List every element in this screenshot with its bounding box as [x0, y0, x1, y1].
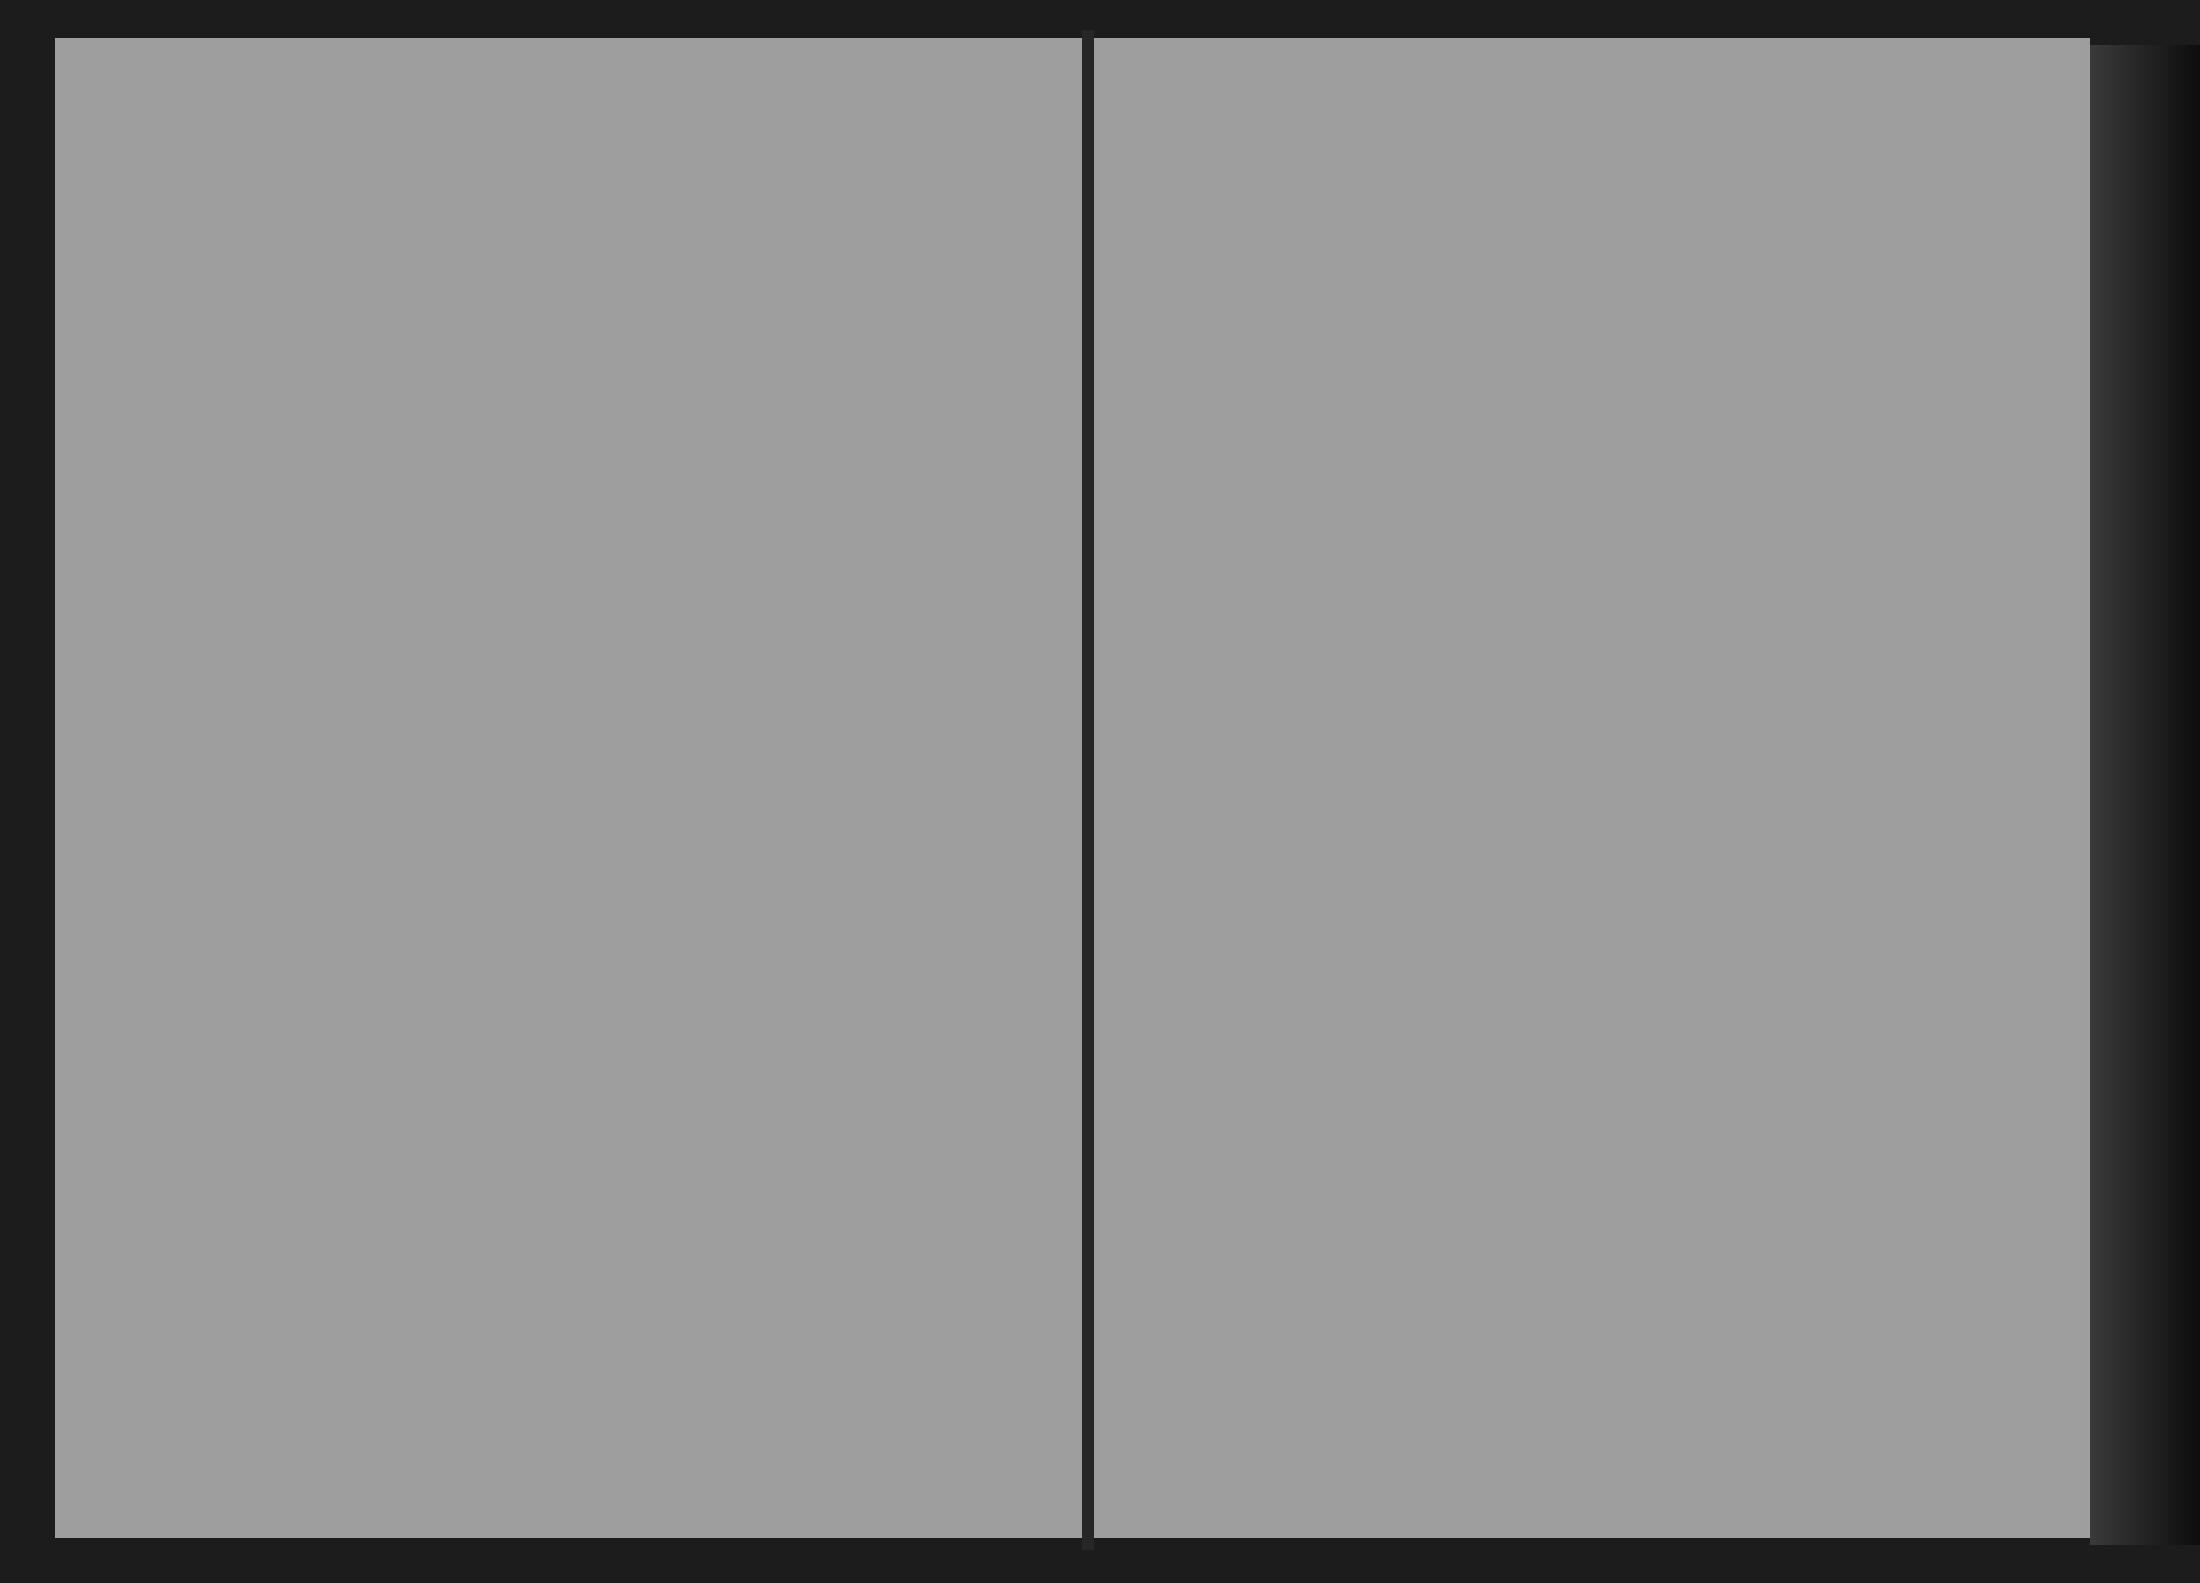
book-gutter [1082, 30, 1094, 1550]
left-page [55, 38, 1085, 1538]
page-edge-shadow [2090, 45, 2200, 1545]
right-page [1090, 38, 2090, 1538]
